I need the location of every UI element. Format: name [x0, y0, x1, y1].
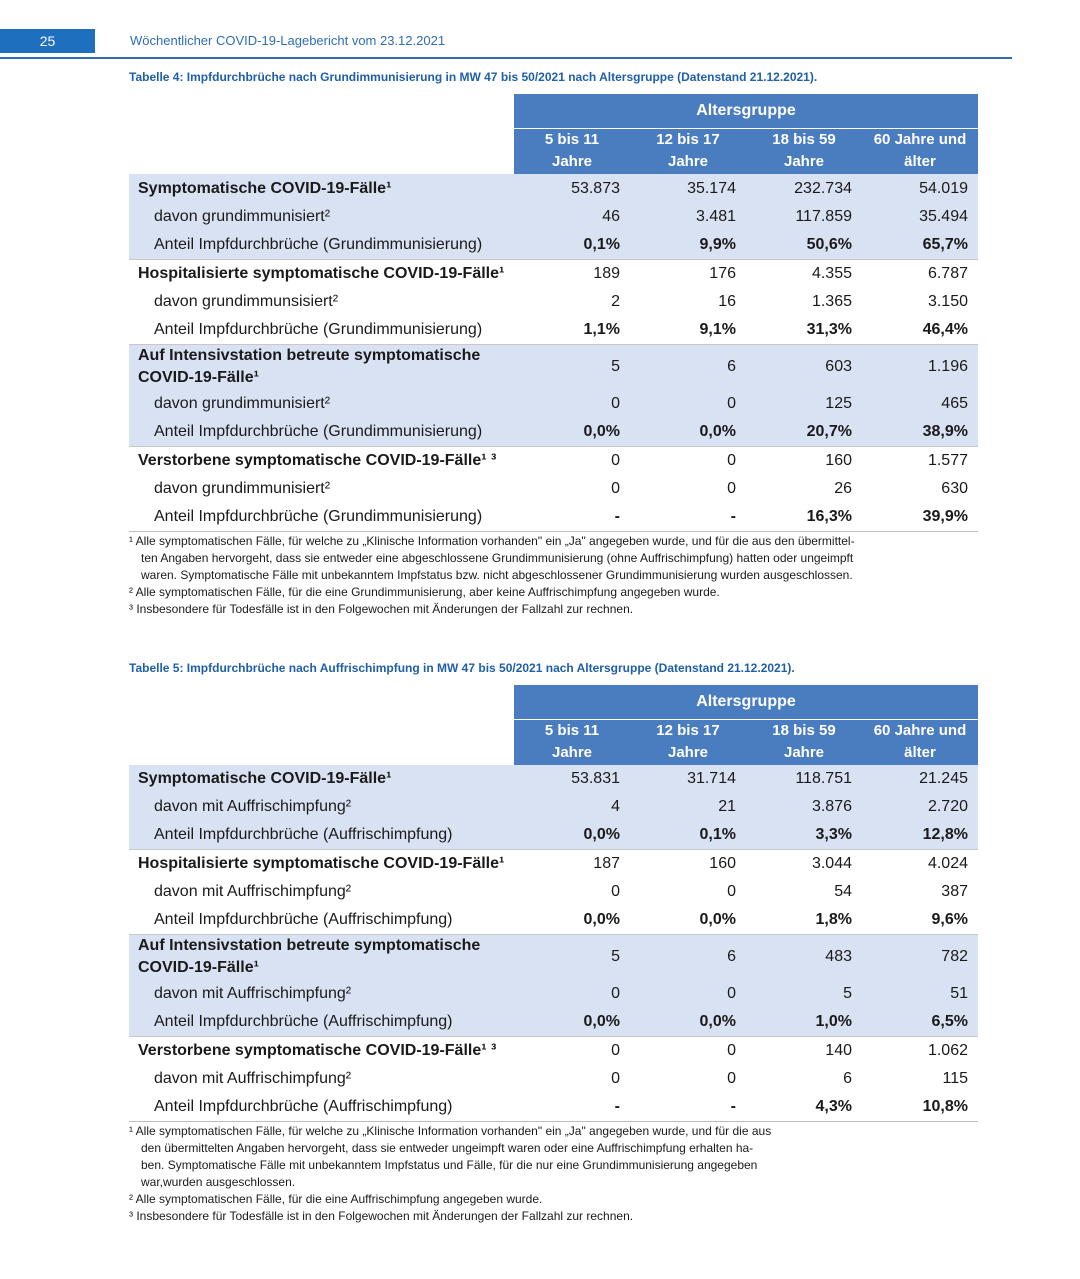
cell: 54.019	[862, 174, 978, 203]
table-row	[129, 1036, 978, 1065]
cell: 1.365	[811, 293, 852, 310]
row-label: davon mit Auffrischimpfung²	[129, 980, 514, 1008]
cell: 0	[727, 883, 736, 900]
cell: 3.044	[746, 849, 862, 878]
cell: -	[630, 503, 746, 531]
cell: 0	[514, 446, 630, 475]
table-5-caption: Tabelle 5: Impfdurchbrüche nach Auffrischimpfung in MW 47 bis 50/2021 nach Altersgruppe (Datenstand 21.12.2021).	[129, 661, 795, 675]
cell: 1,1%	[583, 320, 620, 338]
cell: 0	[611, 480, 620, 497]
footnote: ³ Insbesondere für Todesfälle ist in den Folgewochen mit Änderungen der Fallzahl zur rechnen.	[129, 602, 634, 616]
header-blank	[129, 94, 514, 128]
cell: 0	[514, 1036, 630, 1065]
cell: 118.751	[746, 765, 862, 793]
cell: 0,0%	[514, 418, 630, 446]
cell: 0,0%	[583, 910, 620, 928]
page-number-text: 25	[39, 33, 56, 49]
column-header: 12 bis 17 Jahre	[630, 128, 746, 174]
table-row	[129, 793, 978, 821]
table-row	[129, 980, 978, 1008]
cell: 782	[862, 934, 978, 980]
cell: 160	[746, 446, 862, 475]
cell: 2.720	[862, 793, 978, 821]
row-label: Anteil Impfdurchbrüche (Grundimmunisierung)	[154, 320, 483, 338]
cell: 603	[746, 344, 862, 390]
row-label: Verstorbene symptomatische COVID-19-Fälle¹ ³	[129, 446, 514, 475]
age-group-header: Altersgruppe	[514, 94, 978, 128]
cell: 232.734	[746, 174, 862, 203]
cell: 160	[630, 849, 746, 878]
footnote: ¹ Alle symptomatischen Fälle, für welche zu „Klinische Information vorhanden" ein „Ja" angegeben wurde, und für die aus	[129, 1124, 772, 1138]
cell: 0	[514, 980, 630, 1008]
cell: 1.196	[862, 344, 978, 390]
table-row	[129, 344, 978, 390]
cell: 115	[942, 1070, 968, 1087]
column-header: 60 Jahre und älter	[862, 719, 978, 765]
cell: 38,9%	[862, 418, 978, 446]
cell: 0	[630, 390, 746, 418]
cell: 0,0%	[630, 1008, 746, 1036]
cell: 0	[611, 883, 620, 900]
table-row	[129, 1093, 978, 1121]
cell: 4,3%	[746, 1093, 862, 1121]
row-label: davon mit Auffrischimpfung²	[129, 793, 514, 821]
table-row	[129, 418, 978, 446]
row-label: Hospitalisierte symptomatische COVID-19-Fälle¹	[129, 849, 514, 878]
column-header: 18 bis 59 Jahre	[746, 128, 862, 174]
row-label: Anteil Impfdurchbrüche (Grundimmunisierung)	[129, 503, 514, 531]
cell: 0,1%	[630, 821, 746, 849]
table-row	[129, 849, 978, 878]
cell: 35.494	[862, 203, 978, 231]
cell: 117.859	[746, 203, 862, 231]
cell: 3.481	[630, 203, 746, 231]
footnote: ³ Insbesondere für Todesfälle ist in den Folgewochen mit Änderungen der Fallzahl zur rechnen.	[129, 1209, 634, 1223]
cell: 1.577	[862, 446, 978, 475]
cell: 12,8%	[862, 821, 978, 849]
cell: 9,1%	[699, 320, 736, 338]
row-label: Anteil Impfdurchbrüche (Auffrischimpfung)	[154, 910, 453, 928]
row-label: davon mit Auffrischimpfung²	[154, 883, 352, 900]
cell: 0,0%	[514, 1008, 630, 1036]
row-label: davon mit Auffrischimpfung²	[154, 1070, 352, 1087]
cell: 5	[746, 980, 862, 1008]
cell: -	[514, 503, 630, 531]
row-label: Auf Intensivstation betreute symptomatische COVID-19-Fälle¹	[129, 344, 514, 390]
cell: 16,3%	[746, 503, 862, 531]
cell: 0,0%	[514, 821, 630, 849]
cell: -	[514, 1093, 630, 1121]
running-title: Wöchentlicher COVID-19-Lagebericht vom 23.12.2021	[130, 33, 446, 48]
cell: 483	[746, 934, 862, 980]
cell: 0	[727, 1070, 736, 1087]
age-group-header: Altersgruppe	[514, 685, 978, 719]
table-row	[129, 503, 978, 531]
cell: 31.714	[630, 765, 746, 793]
row-label: davon grundimmunisiert²	[129, 203, 514, 231]
cell: 53.831	[514, 765, 630, 793]
table-row	[129, 390, 978, 418]
cell: 2	[611, 293, 620, 310]
table-row	[129, 288, 978, 316]
cell: 6	[843, 1070, 852, 1087]
cell: 35.174	[630, 174, 746, 203]
cell: 1,8%	[815, 910, 852, 928]
footnote: waren. Symptomatische Fälle mit unbekanntem Impfstatus bzw. nicht abgeschlossener Grundimmunisierung wurden ausgeschlossen.	[141, 568, 853, 582]
cell: 46,4%	[922, 320, 968, 338]
row-label: Anteil Impfdurchbrüche (Grundimmunisierung)	[129, 418, 514, 446]
row-label: Hospitalisierte symptomatische COVID-19-Fälle¹	[129, 259, 514, 288]
cell: 4.024	[862, 849, 978, 878]
cell: 65,7%	[862, 231, 978, 259]
table-row	[129, 906, 978, 934]
row-label: davon grundimmunisiert²	[154, 480, 331, 497]
cell: 6	[630, 934, 746, 980]
cell: 21	[630, 793, 746, 821]
cell: 39,9%	[862, 503, 978, 531]
header-rule	[0, 57, 1012, 59]
table-row	[129, 231, 978, 259]
cell: 1,0%	[746, 1008, 862, 1036]
row-label: Anteil Impfdurchbrüche (Auffrischimpfung)	[129, 1093, 514, 1121]
table-row	[129, 765, 978, 793]
cell: 5	[514, 344, 630, 390]
cell: 0,0%	[630, 418, 746, 446]
cell: 9,9%	[630, 231, 746, 259]
cell: 125	[746, 390, 862, 418]
row-label: Symptomatische COVID-19-Fälle¹	[129, 765, 514, 793]
cell: 6	[630, 344, 746, 390]
cell: 26	[834, 480, 852, 497]
row-label: davon grundimmunsisiert²	[154, 293, 339, 310]
cell: 1.062	[862, 1036, 978, 1065]
cell: 3.150	[927, 293, 968, 310]
table-row	[129, 446, 978, 475]
table-row	[129, 475, 978, 503]
footnote: den übermittelten Angaben hervorgeht, dass sie entweder ungeimpft waren oder eine Auffrischimpfung erhalten ha-	[141, 1141, 754, 1155]
table-row	[129, 203, 978, 231]
page-number	[0, 29, 95, 53]
cell: 187	[514, 849, 630, 878]
table-4-caption: Tabelle 4: Impfdurchbrüche nach Grundimmunisierung in MW 47 bis 50/2021 nach Altersgruppe (Datenstand 21.12.2021).	[129, 70, 818, 84]
row-label: Auf Intensivstation betreute symptomatische COVID-19-Fälle¹	[129, 934, 514, 980]
table-5	[129, 685, 978, 1122]
cell: 0,1%	[514, 231, 630, 259]
column-header: 12 bis 17 Jahre	[630, 719, 746, 765]
cell: 20,7%	[746, 418, 862, 446]
footnote: ¹ Alle symptomatischen Fälle, für welche zu „Klinische Information vorhanden" ein „Ja" angegeben wurde, und für die aus den übermittel-	[129, 534, 855, 548]
row-label: Symptomatische COVID-19-Fälle¹	[129, 174, 514, 203]
cell: 465	[862, 390, 978, 418]
row-label: Anteil Impfdurchbrüche (Auffrischimpfung)	[129, 1008, 514, 1036]
cell: 387	[941, 883, 968, 900]
table-5-footnotes	[129, 1123, 959, 1225]
cell: 176	[630, 259, 746, 288]
table-4	[129, 94, 978, 532]
footnote: ten Angaben hervorgeht, dass sie entweder eine abgeschlossene Grundimmunisierung (ohne Auffrischimpfung) hatten oder ungeimpft	[141, 551, 854, 565]
table-row	[129, 174, 978, 203]
cell: 31,3%	[806, 320, 852, 338]
cell: 140	[746, 1036, 862, 1065]
row-label: Anteil Impfdurchbrüche (Grundimmunisierung)	[129, 231, 514, 259]
row-label: Anteil Impfdurchbrüche (Auffrischimpfung)	[129, 821, 514, 849]
table-row	[129, 259, 978, 288]
header-blank	[129, 685, 514, 719]
column-header: 5 bis 11 Jahre	[514, 128, 630, 174]
cell: 3,3%	[746, 821, 862, 849]
cell: 0	[611, 1070, 620, 1087]
cell: 54	[834, 883, 852, 900]
footnote: war,wurden ausgeschlossen.	[141, 1175, 296, 1189]
cell: 21.245	[862, 765, 978, 793]
footnote: ben. Symptomatische Fälle mit unbekanntem Impfstatus und Fälle, für die nur eine Grundimmunisierung angegeben	[141, 1158, 758, 1172]
cell: 16	[718, 293, 736, 310]
column-header: 5 bis 11 Jahre	[514, 719, 630, 765]
footnote: ² Alle symptomatischen Fälle, für die eine Grundimmunisierung, aber keine Auffrischimpfung angegeben wurde.	[129, 585, 720, 599]
cell: 6,5%	[862, 1008, 978, 1036]
cell: 189	[514, 259, 630, 288]
cell: 9,6%	[931, 910, 968, 928]
table-row	[129, 821, 978, 849]
cell: 6.787	[862, 259, 978, 288]
cell: 5	[514, 934, 630, 980]
cell: 0	[630, 980, 746, 1008]
column-header: 60 Jahre und älter	[862, 128, 978, 174]
column-header: 18 bis 59 Jahre	[746, 719, 862, 765]
cell: 0	[727, 480, 736, 497]
cell: 10,8%	[862, 1093, 978, 1121]
cell: 53.873	[514, 174, 630, 203]
table-row	[129, 1008, 978, 1036]
cell: 0,0%	[699, 910, 736, 928]
header-blank	[129, 719, 514, 765]
cell: 50,6%	[746, 231, 862, 259]
cell: 51	[862, 980, 978, 1008]
footnote: ² Alle symptomatischen Fälle, für die eine Auffrischimpfung angegeben wurde.	[129, 1192, 543, 1206]
table-4-footnotes	[129, 533, 959, 618]
cell: 4	[514, 793, 630, 821]
table-row	[129, 878, 978, 906]
row-label: Verstorbene symptomatische COVID-19-Fälle¹ ³	[129, 1036, 514, 1065]
table-row	[129, 934, 978, 980]
table-row	[129, 316, 978, 344]
cell: 3.876	[746, 793, 862, 821]
header-blank	[129, 128, 514, 174]
cell: 0	[630, 446, 746, 475]
table-row	[129, 1065, 978, 1093]
cell: 0	[630, 1036, 746, 1065]
cell: 630	[941, 480, 968, 497]
row-label: davon grundimmunisiert²	[129, 390, 514, 418]
cell: -	[630, 1093, 746, 1121]
cell: 0	[514, 390, 630, 418]
cell: 4.355	[746, 259, 862, 288]
cell: 46	[514, 203, 630, 231]
